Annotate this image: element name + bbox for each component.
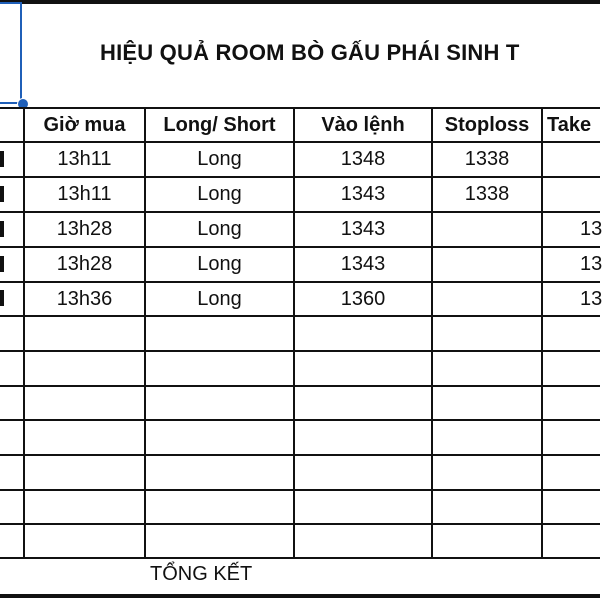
grid-hline	[0, 315, 600, 317]
cell-entry[interactable]: 1348	[340, 148, 386, 170]
sheet-top-border	[0, 0, 600, 4]
cell-side[interactable]: Long	[197, 183, 242, 205]
cell-take[interactable]	[580, 143, 610, 176]
cell-entry[interactable]: 1343	[340, 253, 386, 275]
cell-time[interactable]: 13h11	[57, 183, 112, 205]
cell-take[interactable]: 13	[580, 287, 603, 310]
grid-hline	[0, 419, 600, 421]
cell-time[interactable]: 13h11	[57, 148, 112, 170]
cell-entry[interactable]: 1343	[340, 218, 386, 240]
sheet-bottom-border	[0, 594, 600, 598]
selected-cell-outline[interactable]	[0, 2, 22, 104]
summary-label: TỔNG KẾT	[150, 563, 253, 585]
cell-side[interactable]: Long	[197, 287, 242, 310]
grid-hline	[0, 523, 600, 525]
grid-hline	[0, 454, 600, 456]
cell-side[interactable]: Long	[197, 253, 242, 275]
cell-fragment	[0, 151, 4, 167]
grid-hline	[0, 350, 600, 352]
cell-time[interactable]: 13h36	[56, 287, 113, 310]
cell-fragment	[0, 256, 4, 272]
cell-stoploss[interactable]	[433, 283, 541, 315]
grid-hline	[0, 557, 600, 559]
cell-time[interactable]: 13h28	[56, 218, 113, 240]
cell-take[interactable]: 13	[580, 253, 603, 275]
header-stoploss[interactable]: Stoploss	[444, 113, 530, 136]
cell-time[interactable]: 13h28	[56, 253, 113, 275]
cell-fragment	[0, 186, 4, 202]
grid-hline	[0, 489, 600, 491]
cell-fragment	[0, 221, 4, 237]
header-time[interactable]: Giờ mua	[43, 113, 126, 136]
cell-stoploss[interactable]	[433, 213, 541, 246]
cell-stoploss[interactable]: 1338	[464, 148, 510, 170]
cell-fragment	[0, 290, 4, 306]
header-long-short[interactable]: Long/ Short	[163, 113, 276, 136]
cell-take[interactable]: 13	[580, 218, 603, 240]
cell-stoploss[interactable]	[433, 248, 541, 281]
sheet-title: HIỆU QUẢ ROOM BÒ GẤU PHÁI SINH T	[100, 40, 520, 65]
cell-side[interactable]: Long	[197, 148, 242, 170]
cell-take[interactable]	[580, 178, 610, 211]
cell-entry[interactable]: 1360	[340, 287, 386, 310]
header-entry[interactable]: Vào lệnh	[321, 113, 405, 136]
grid-hline	[0, 385, 600, 387]
cell-entry[interactable]: 1343	[340, 183, 386, 205]
cell-side[interactable]: Long	[197, 218, 242, 240]
header-take[interactable]: Take	[547, 113, 592, 136]
cell-stoploss[interactable]: 1338	[464, 183, 510, 205]
